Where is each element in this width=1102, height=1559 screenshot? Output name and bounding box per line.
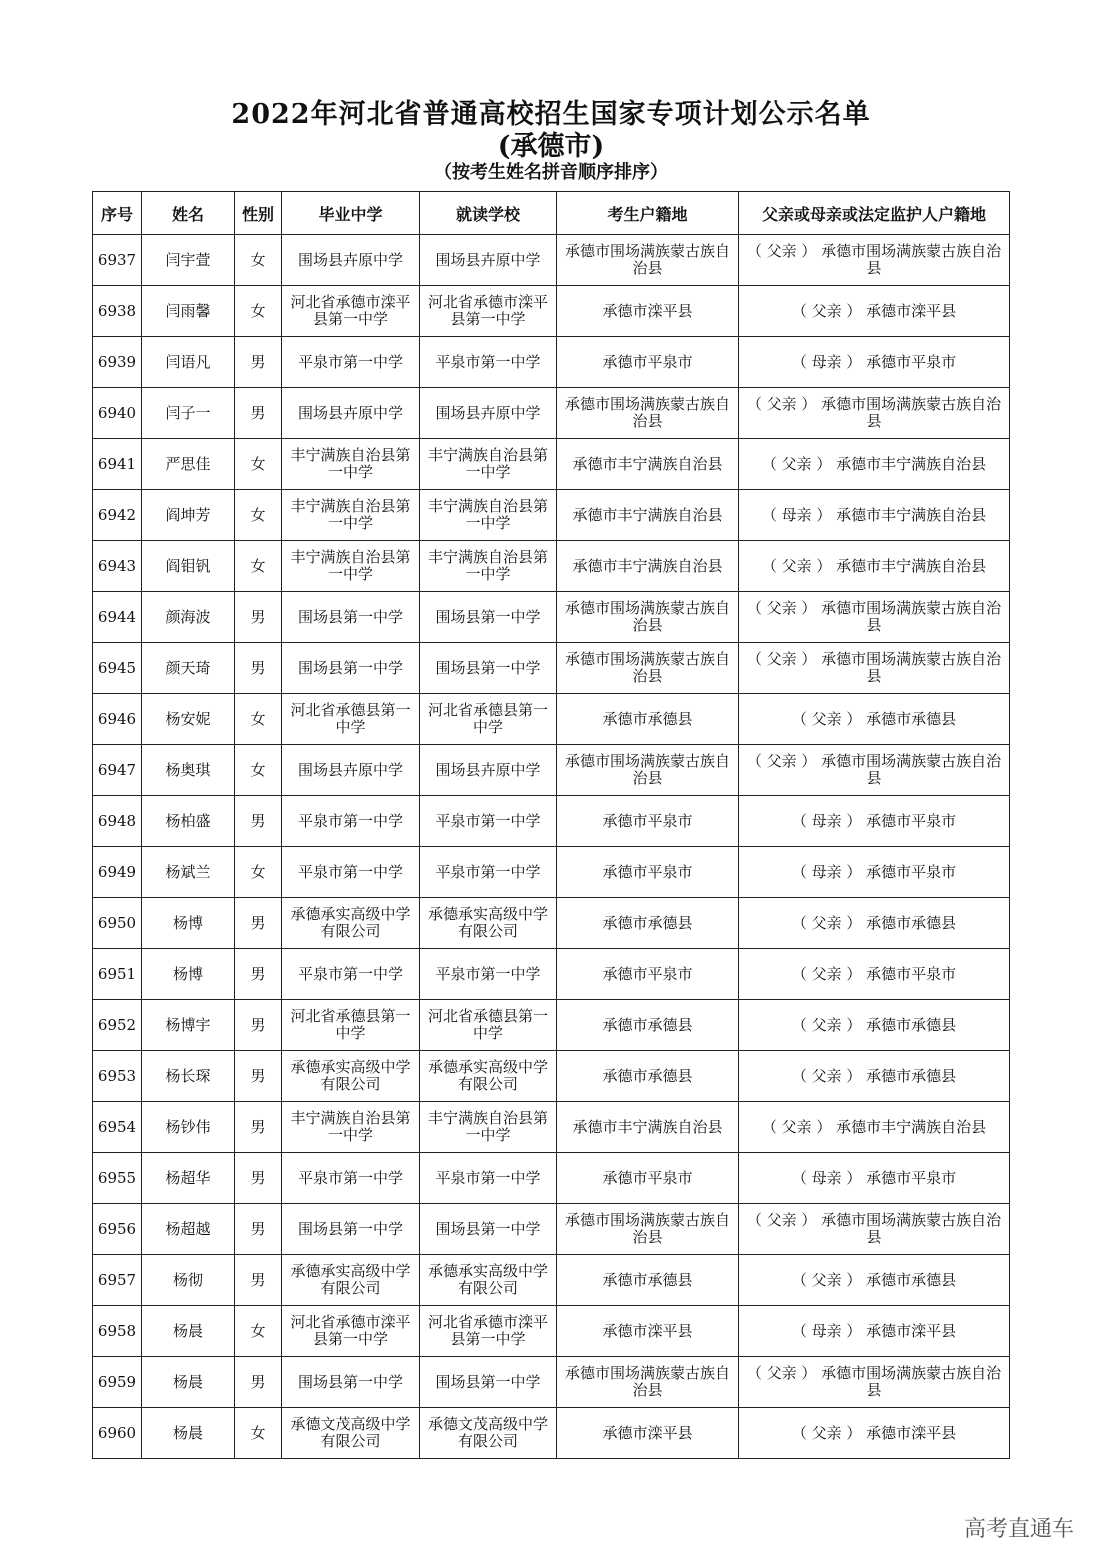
cell-graduated-school: 丰宁满族自治县第一中学 <box>282 541 420 592</box>
cell-no: 6949 <box>93 847 142 898</box>
cell-name: 阎钼钒 <box>142 541 235 592</box>
table-row <box>93 286 1010 337</box>
cell-current-school: 平泉市第一中学 <box>420 949 557 1000</box>
cell-name: 颜天琦 <box>142 643 235 694</box>
cell-no: 6954 <box>93 1102 142 1153</box>
cell-current-school: 河北省承德县第一中学 <box>420 1000 557 1051</box>
cell-hukou: 承德市滦平县 <box>557 1408 739 1459</box>
cell-hukou: 承德市围场满族蒙古族自治县 <box>557 592 739 643</box>
cell-hukou: 承德市平泉市 <box>557 337 739 388</box>
cell-guardian-hukou: （ 母亲 ） 承德市平泉市 <box>739 847 1010 898</box>
cell-guardian-hukou: （ 父亲 ） 承德市围场满族蒙古族自治县 <box>739 1357 1010 1408</box>
cell-name: 阎坤芳 <box>142 490 235 541</box>
cell-current-school: 河北省承德市滦平县第一中学 <box>420 286 557 337</box>
cell-gender: 女 <box>235 439 282 490</box>
cell-guardian-hukou: （ 父亲 ） 承德市围场满族蒙古族自治县 <box>739 1204 1010 1255</box>
cell-current-school: 丰宁满族自治县第一中学 <box>420 541 557 592</box>
cell-graduated-school: 平泉市第一中学 <box>282 847 420 898</box>
cell-hukou: 承德市承德县 <box>557 1255 739 1306</box>
cell-hukou: 承德市丰宁满族自治县 <box>557 490 739 541</box>
cell-name: 杨长琛 <box>142 1051 235 1102</box>
cell-hukou: 承德市承德县 <box>557 1051 739 1102</box>
cell-current-school: 丰宁满族自治县第一中学 <box>420 439 557 490</box>
cell-guardian-hukou: （ 母亲 ） 承德市平泉市 <box>739 337 1010 388</box>
cell-graduated-school: 围场县卉原中学 <box>282 388 420 439</box>
table-row <box>93 745 1010 796</box>
cell-graduated-school: 丰宁满族自治县第一中学 <box>282 1102 420 1153</box>
cell-no: 6937 <box>93 235 142 286</box>
cell-name: 杨奥琪 <box>142 745 235 796</box>
cell-gender: 男 <box>235 949 282 1000</box>
cell-hukou: 承德市承德县 <box>557 1000 739 1051</box>
table-row <box>93 1102 1010 1153</box>
cell-hukou: 承德市滦平县 <box>557 1306 739 1357</box>
cell-hukou: 承德市平泉市 <box>557 1153 739 1204</box>
cell-guardian-hukou: （ 父亲 ） 承德市承德县 <box>739 1255 1010 1306</box>
cell-no: 6957 <box>93 1255 142 1306</box>
cell-name: 杨彻 <box>142 1255 235 1306</box>
cell-name: 杨晨 <box>142 1306 235 1357</box>
cell-hukou: 承德市平泉市 <box>557 796 739 847</box>
cell-no: 6952 <box>93 1000 142 1051</box>
cell-gender: 女 <box>235 694 282 745</box>
cell-current-school: 围场县卉原中学 <box>420 235 557 286</box>
cell-guardian-hukou: （ 父亲 ） 承德市滦平县 <box>739 286 1010 337</box>
cell-gender: 女 <box>235 1408 282 1459</box>
cell-graduated-school: 围场县第一中学 <box>282 643 420 694</box>
cell-current-school: 平泉市第一中学 <box>420 1153 557 1204</box>
cell-name: 杨晨 <box>142 1408 235 1459</box>
cell-current-school: 河北省承德县第一中学 <box>420 694 557 745</box>
cell-name: 颜海波 <box>142 592 235 643</box>
table-row <box>93 694 1010 745</box>
cell-hukou: 承德市丰宁满族自治县 <box>557 1102 739 1153</box>
cell-name: 闫雨馨 <box>142 286 235 337</box>
table-row <box>93 1408 1010 1459</box>
cell-current-school: 围场县第一中学 <box>420 1357 557 1408</box>
cell-graduated-school: 丰宁满族自治县第一中学 <box>282 439 420 490</box>
table-row <box>93 1051 1010 1102</box>
cell-current-school: 围场县第一中学 <box>420 643 557 694</box>
cell-current-school: 承德文茂高级中学有限公司 <box>420 1408 557 1459</box>
cell-guardian-hukou: （ 父亲 ） 承德市围场满族蒙古族自治县 <box>739 592 1010 643</box>
cell-no: 6946 <box>93 694 142 745</box>
cell-current-school: 围场县卉原中学 <box>420 388 557 439</box>
cell-guardian-hukou: （ 父亲 ） 承德市平泉市 <box>739 949 1010 1000</box>
cell-hukou: 承德市平泉市 <box>557 949 739 1000</box>
cell-name: 杨钞伟 <box>142 1102 235 1153</box>
cell-name: 闫宇萱 <box>142 235 235 286</box>
cell-gender: 男 <box>235 643 282 694</box>
cell-graduated-school: 围场县第一中学 <box>282 592 420 643</box>
cell-no: 6960 <box>93 1408 142 1459</box>
table-row <box>93 592 1010 643</box>
cell-no: 6947 <box>93 745 142 796</box>
cell-gender: 男 <box>235 1102 282 1153</box>
cell-name: 严思佳 <box>142 439 235 490</box>
cell-no: 6951 <box>93 949 142 1000</box>
table-row <box>93 1153 1010 1204</box>
cell-graduated-school: 平泉市第一中学 <box>282 949 420 1000</box>
cell-no: 6944 <box>93 592 142 643</box>
watermark: 高考直通车 <box>963 1517 1074 1542</box>
cell-current-school: 平泉市第一中学 <box>420 796 557 847</box>
cell-graduated-school: 河北省承德市滦平县第一中学 <box>282 286 420 337</box>
cell-graduated-school: 承德文茂高级中学有限公司 <box>282 1408 420 1459</box>
cell-guardian-hukou: （ 父亲 ） 承德市承德县 <box>739 898 1010 949</box>
cell-current-school: 围场县卉原中学 <box>420 745 557 796</box>
cell-gender: 男 <box>235 1153 282 1204</box>
cell-graduated-school: 围场县卉原中学 <box>282 235 420 286</box>
cell-current-school: 河北省承德市滦平县第一中学 <box>420 1306 557 1357</box>
cell-graduated-school: 围场县第一中学 <box>282 1204 420 1255</box>
cell-guardian-hukou: （ 父亲 ） 承德市滦平县 <box>739 1408 1010 1459</box>
cell-current-school: 丰宁满族自治县第一中学 <box>420 490 557 541</box>
cell-guardian-hukou: （ 父亲 ） 承德市围场满族蒙古族自治县 <box>739 643 1010 694</box>
col-header-no: 序号 <box>93 192 142 235</box>
cell-gender: 女 <box>235 235 282 286</box>
cell-current-school: 平泉市第一中学 <box>420 337 557 388</box>
table-row <box>93 490 1010 541</box>
cell-guardian-hukou: （ 父亲 ） 承德市围场满族蒙古族自治县 <box>739 745 1010 796</box>
cell-name: 杨博 <box>142 898 235 949</box>
cell-gender: 男 <box>235 1204 282 1255</box>
cell-name: 闫子一 <box>142 388 235 439</box>
cell-gender: 女 <box>235 847 282 898</box>
table-header-row <box>93 192 1010 235</box>
table-row <box>93 1306 1010 1357</box>
table-row <box>93 796 1010 847</box>
col-header-name: 姓名 <box>142 192 235 235</box>
table-row <box>93 541 1010 592</box>
cell-name: 闫语凡 <box>142 337 235 388</box>
col-header-gender: 性别 <box>235 192 282 235</box>
col-header-hukou: 考生户籍地 <box>557 192 739 235</box>
cell-no: 6941 <box>93 439 142 490</box>
cell-no: 6940 <box>93 388 142 439</box>
cell-current-school: 承德承实高级中学有限公司 <box>420 898 557 949</box>
cell-gender: 男 <box>235 388 282 439</box>
table-row <box>93 1000 1010 1051</box>
cell-hukou: 承德市平泉市 <box>557 847 739 898</box>
cell-gender: 男 <box>235 1357 282 1408</box>
cell-gender: 女 <box>235 286 282 337</box>
cell-current-school: 围场县第一中学 <box>420 592 557 643</box>
cell-graduated-school: 平泉市第一中学 <box>282 337 420 388</box>
cell-graduated-school: 河北省承德县第一中学 <box>282 1000 420 1051</box>
cell-hukou: 承德市丰宁满族自治县 <box>557 541 739 592</box>
cell-graduated-school: 平泉市第一中学 <box>282 1153 420 1204</box>
cell-guardian-hukou: （ 父亲 ） 承德市围场满族蒙古族自治县 <box>739 235 1010 286</box>
table-row <box>93 388 1010 439</box>
cell-current-school: 平泉市第一中学 <box>420 847 557 898</box>
cell-graduated-school: 承德承实高级中学有限公司 <box>282 1255 420 1306</box>
cell-gender: 男 <box>235 1051 282 1102</box>
cell-graduated-school: 丰宁满族自治县第一中学 <box>282 490 420 541</box>
cell-gender: 女 <box>235 541 282 592</box>
cell-graduated-school: 承德承实高级中学有限公司 <box>282 1051 420 1102</box>
cell-gender: 女 <box>235 490 282 541</box>
cell-guardian-hukou: （ 母亲 ） 承德市平泉市 <box>739 1153 1010 1204</box>
cell-name: 杨斌兰 <box>142 847 235 898</box>
table-row <box>93 898 1010 949</box>
cell-name: 杨柏盛 <box>142 796 235 847</box>
cell-hukou: 承德市围场满族蒙古族自治县 <box>557 1204 739 1255</box>
cell-no: 6948 <box>93 796 142 847</box>
cell-hukou: 承德市承德县 <box>557 694 739 745</box>
cell-graduated-school: 平泉市第一中学 <box>282 796 420 847</box>
table-row <box>93 847 1010 898</box>
cell-name: 杨超华 <box>142 1153 235 1204</box>
page-title: 2022年河北省普通高校招生国家专项计划公示名单 <box>231 99 871 130</box>
cell-hukou: 承德市围场满族蒙古族自治县 <box>557 745 739 796</box>
cell-gender: 女 <box>235 745 282 796</box>
cell-current-school: 承德承实高级中学有限公司 <box>420 1051 557 1102</box>
cell-no: 6959 <box>93 1357 142 1408</box>
cell-no: 6956 <box>93 1204 142 1255</box>
cell-guardian-hukou: （ 父亲 ） 承德市丰宁满族自治县 <box>739 439 1010 490</box>
cell-name: 杨晨 <box>142 1357 235 1408</box>
cell-guardian-hukou: （ 父亲 ） 承德市承德县 <box>739 1051 1010 1102</box>
table-row <box>93 337 1010 388</box>
cell-gender: 男 <box>235 337 282 388</box>
cell-guardian-hukou: （ 父亲 ） 承德市丰宁满族自治县 <box>739 541 1010 592</box>
cell-no: 6942 <box>93 490 142 541</box>
cell-no: 6938 <box>93 286 142 337</box>
cell-guardian-hukou: （ 父亲 ） 承德市承德县 <box>739 1000 1010 1051</box>
cell-no: 6958 <box>93 1306 142 1357</box>
table-row <box>93 439 1010 490</box>
table-row <box>93 949 1010 1000</box>
table-body <box>93 235 1010 1459</box>
cell-hukou: 承德市围场满族蒙古族自治县 <box>557 1357 739 1408</box>
table-row <box>93 1255 1010 1306</box>
cell-hukou: 承德市滦平县 <box>557 286 739 337</box>
table-row <box>93 1204 1010 1255</box>
cell-graduated-school: 河北省承德市滦平县第一中学 <box>282 1306 420 1357</box>
cell-gender: 男 <box>235 1000 282 1051</box>
cell-no: 6953 <box>93 1051 142 1102</box>
cell-current-school: 围场县第一中学 <box>420 1204 557 1255</box>
table-row <box>93 1357 1010 1408</box>
cell-current-school: 丰宁满族自治县第一中学 <box>420 1102 557 1153</box>
sort-note: （按考生姓名拼音顺序排序） <box>434 162 668 183</box>
cell-graduated-school: 围场县卉原中学 <box>282 745 420 796</box>
cell-guardian-hukou: （ 父亲 ） 承德市丰宁满族自治县 <box>739 1102 1010 1153</box>
cell-hukou: 承德市围场满族蒙古族自治县 <box>557 388 739 439</box>
city-subtitle: (承德市) <box>497 131 605 162</box>
cell-graduated-school: 围场县第一中学 <box>282 1357 420 1408</box>
cell-graduated-school: 承德承实高级中学有限公司 <box>282 898 420 949</box>
table-row <box>93 643 1010 694</box>
cell-no: 6939 <box>93 337 142 388</box>
col-header-graduated-school: 毕业中学 <box>282 192 420 235</box>
cell-guardian-hukou: （ 父亲 ） 承德市围场满族蒙古族自治县 <box>739 388 1010 439</box>
cell-current-school: 承德承实高级中学有限公司 <box>420 1255 557 1306</box>
cell-hukou: 承德市承德县 <box>557 898 739 949</box>
cell-no: 6950 <box>93 898 142 949</box>
col-header-guardian-hukou: 父亲或母亲或法定监护人户籍地 <box>739 192 1010 235</box>
cell-no: 6943 <box>93 541 142 592</box>
col-header-current-school: 就读学校 <box>420 192 557 235</box>
cell-name: 杨安妮 <box>142 694 235 745</box>
roster-table <box>92 191 1010 1459</box>
cell-hukou: 承德市丰宁满族自治县 <box>557 439 739 490</box>
cell-hukou: 承德市围场满族蒙古族自治县 <box>557 643 739 694</box>
cell-hukou: 承德市围场满族蒙古族自治县 <box>557 235 739 286</box>
cell-name: 杨超越 <box>142 1204 235 1255</box>
table-row <box>93 235 1010 286</box>
cell-gender: 女 <box>235 1306 282 1357</box>
cell-guardian-hukou: （ 母亲 ） 承德市滦平县 <box>739 1306 1010 1357</box>
cell-gender: 男 <box>235 898 282 949</box>
cell-guardian-hukou: （ 父亲 ） 承德市承德县 <box>739 694 1010 745</box>
cell-name: 杨博宇 <box>142 1000 235 1051</box>
cell-graduated-school: 河北省承德县第一中学 <box>282 694 420 745</box>
cell-gender: 男 <box>235 796 282 847</box>
cell-gender: 男 <box>235 592 282 643</box>
cell-guardian-hukou: （ 母亲 ） 承德市平泉市 <box>739 796 1010 847</box>
cell-gender: 男 <box>235 1255 282 1306</box>
cell-no: 6945 <box>93 643 142 694</box>
cell-no: 6955 <box>93 1153 142 1204</box>
cell-guardian-hukou: （ 母亲 ） 承德市丰宁满族自治县 <box>739 490 1010 541</box>
cell-name: 杨博 <box>142 949 235 1000</box>
